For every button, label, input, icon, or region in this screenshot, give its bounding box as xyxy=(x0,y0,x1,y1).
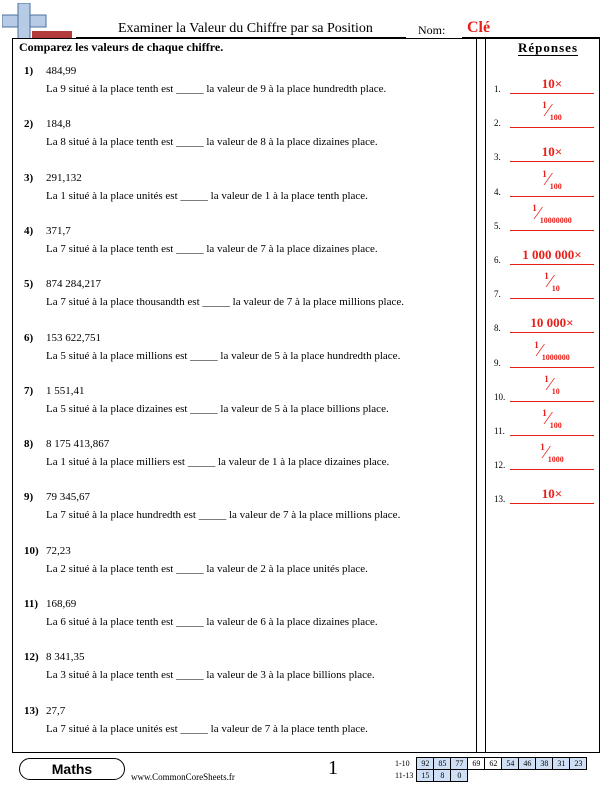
answer-number: 8. xyxy=(494,323,501,334)
question-value: 153 622,751 xyxy=(46,331,101,344)
subject-badge: Maths xyxy=(19,758,125,780)
score-cell: 85 xyxy=(434,758,451,770)
score-cell: 62 xyxy=(485,758,502,770)
question-sentence: La 2 situé à la place tenth est _____ la valeur de 2 à la place unités place. xyxy=(46,562,368,575)
question-value: 1 551,41 xyxy=(46,384,85,397)
fraction-slash: ⁄ xyxy=(546,100,550,121)
question-sentence: La 3 situé à la place tenth est _____ la valeur de 3 à la place billions place. xyxy=(46,669,375,682)
answer-item xyxy=(494,407,594,437)
answer-number: 12. xyxy=(494,460,506,471)
answer-text: 10× xyxy=(541,76,563,91)
question-sentence: La 7 situé à la place thousandth est _____ la valeur de 7 à la place millions place. xyxy=(46,296,404,309)
answer-number: 1. xyxy=(494,84,501,94)
fraction-denominator: 10000000 xyxy=(539,215,572,225)
score-cell: 23 xyxy=(570,758,587,770)
score-cell: 92 xyxy=(417,758,434,770)
fraction-numerator: 1 xyxy=(534,339,539,350)
question-number: 8) xyxy=(24,438,34,451)
fraction-denominator: 100 xyxy=(549,181,562,191)
fraction-denominator: 10 xyxy=(551,386,560,396)
answers-header: Réponses xyxy=(518,40,579,55)
answer-text: 10× xyxy=(541,144,563,160)
answer-item xyxy=(494,99,594,129)
fraction-denominator: 10 xyxy=(551,284,560,294)
fraction-numerator: 1 xyxy=(544,373,549,384)
question-value: 168,69 xyxy=(46,598,77,610)
fraction-slash: ⁄ xyxy=(546,168,550,189)
question-value: 27,7 xyxy=(46,704,66,717)
answer-item xyxy=(494,339,594,369)
answer-number: 11. xyxy=(494,426,505,436)
fraction-numerator: 1 xyxy=(540,442,545,453)
answer-line xyxy=(510,435,594,436)
score-cell: 8 xyxy=(434,770,451,782)
question-number: 10) xyxy=(24,544,39,557)
score-row xyxy=(393,758,587,770)
question-number: 3) xyxy=(24,171,34,184)
fraction-numerator: 1 xyxy=(532,202,537,213)
score-cell: 54 xyxy=(502,758,519,770)
question-sentence: La 8 situé à la place tenth est _____ la valeur de 8 à la place dizaines place. xyxy=(46,136,378,149)
answer-fraction xyxy=(510,339,594,366)
question-sentence: La 7 situé à la place unités est _____ la valeur de 7 à la place tenth place. xyxy=(46,722,368,735)
answer-number: 3. xyxy=(494,152,501,163)
question-value: 8 341,35 xyxy=(46,651,85,664)
answer-fraction xyxy=(510,373,594,400)
answer-line xyxy=(510,469,594,470)
instructions: Comparez les valeurs de chaque chiffre. xyxy=(19,40,224,54)
answer-line xyxy=(510,401,594,402)
answer-line xyxy=(510,196,594,197)
fraction-numerator: 1 xyxy=(542,168,547,179)
answer-item xyxy=(494,270,594,300)
answer-line xyxy=(510,93,594,94)
question-value: 371,7 xyxy=(46,224,71,237)
answer-item xyxy=(494,441,594,471)
score-cell: 77 xyxy=(451,758,468,770)
question-number: 1) xyxy=(24,65,34,77)
question-number: 2) xyxy=(24,118,34,131)
fraction-slash: ⁄ xyxy=(538,339,542,360)
question-number: 9) xyxy=(24,491,34,504)
score-row xyxy=(393,770,587,782)
question-sentence: La 9 situé à la place tenth est _____ la valeur de 9 à la place hundredth place. xyxy=(46,83,387,95)
question-number: 7) xyxy=(24,384,34,397)
fraction-numerator: 1 xyxy=(544,271,549,282)
question-value: 8 175 413,867 xyxy=(46,438,110,451)
answer-text: 1 000 000× xyxy=(522,247,582,262)
answer-fraction xyxy=(510,410,594,434)
fraction-slash: ⁄ xyxy=(548,271,552,292)
answer-number: 7. xyxy=(494,289,501,300)
question-sentence: La 5 situé à la place dizaines est _____ la valeur de 5 à la place billions place. xyxy=(46,402,389,415)
question-sentence: La 7 situé à la place hundredth est _____ la valeur de 7 à la place millions place. xyxy=(46,509,401,522)
question-value: 291,132 xyxy=(46,171,82,184)
score-cell: 0 xyxy=(451,770,468,782)
score-cell: 69 xyxy=(468,758,485,770)
answer-fraction xyxy=(510,444,594,468)
answer-number: 9. xyxy=(494,357,501,368)
answer-line xyxy=(510,332,594,333)
answer-line xyxy=(510,264,594,265)
score-cell: 38 xyxy=(536,758,553,770)
answer-number: 13. xyxy=(494,494,506,505)
fraction-slash: ⁄ xyxy=(546,408,550,428)
name-value: Clé xyxy=(467,19,491,36)
fraction-slash: ⁄ xyxy=(548,373,552,394)
fraction-denominator: 1000000 xyxy=(541,352,570,362)
question-value: 72,23 xyxy=(46,544,71,557)
question-number: 4) xyxy=(24,224,34,237)
question-number: 13) xyxy=(24,704,39,717)
fraction-slash: ⁄ xyxy=(536,202,540,223)
answer-item xyxy=(494,236,594,266)
fraction-denominator: 1000 xyxy=(547,455,564,465)
answer-item xyxy=(494,475,594,505)
answer-line xyxy=(510,230,594,231)
answer-line xyxy=(510,161,594,162)
answer-item xyxy=(494,304,594,334)
fraction-numerator: 1 xyxy=(542,100,547,111)
question-sentence: La 1 situé à la place milliers est _____ la valeur de 1 à la place dizaines place. xyxy=(46,456,390,469)
plus-logo-icon xyxy=(2,3,74,39)
score-cell: 31 xyxy=(553,758,570,770)
answer-number: 10. xyxy=(494,391,506,402)
answer-fraction xyxy=(510,273,594,297)
question-value: 79 345,67 xyxy=(46,491,90,504)
answer-item xyxy=(494,133,594,163)
answer-line xyxy=(510,127,594,128)
fraction-slash: ⁄ xyxy=(544,442,548,463)
question-number: 5) xyxy=(24,278,34,291)
score-cell: 15 xyxy=(417,770,434,782)
score-cell: 46 xyxy=(519,758,536,770)
answer-item xyxy=(494,168,594,198)
answer-item xyxy=(494,65,594,95)
answer-fraction xyxy=(510,202,594,229)
answer-fraction xyxy=(510,102,594,126)
question-sentence: La 5 situé à la place millions est _____ la valeur de 5 à la place hundredth place. xyxy=(46,349,401,362)
name-label: Nom: xyxy=(418,23,446,37)
answer-text: 10× xyxy=(541,486,563,502)
question-number: 11) xyxy=(24,598,39,610)
question-value: 874 284,217 xyxy=(46,278,101,291)
column-divider xyxy=(476,38,486,753)
question-value: 484,99 xyxy=(46,65,77,77)
answer-line xyxy=(510,298,594,299)
answer-number: 4. xyxy=(494,186,501,197)
question-sentence: La 6 situé à la place tenth est _____ la valeur de 6 à la place dizaines place. xyxy=(46,616,378,628)
fraction-denominator: 100 xyxy=(549,421,562,430)
answer-item xyxy=(494,373,594,403)
question-value: 184,8 xyxy=(46,118,71,131)
page-title: Examiner la Valeur du Chiffre par sa Position xyxy=(118,21,373,36)
answer-text: 10 000× xyxy=(530,315,574,331)
answer-item xyxy=(494,202,594,232)
score-range-label: 1-10 xyxy=(395,759,410,768)
answer-fraction xyxy=(510,168,594,195)
page-number: 1 xyxy=(328,757,338,779)
question-sentence: La 7 situé à la place tenth est _____ la valeur de 7 à la place dizaines place. xyxy=(46,242,378,255)
score-range-label: 11-13 xyxy=(395,771,414,780)
fraction-numerator: 1 xyxy=(542,408,547,418)
answer-number: 6. xyxy=(494,255,501,265)
question-number: 12) xyxy=(24,651,39,664)
website-text: www.CommonCoreSheets.fr xyxy=(131,772,235,782)
answer-number: 5. xyxy=(494,220,501,231)
question-number: 6) xyxy=(24,331,34,344)
question-sentence: La 1 situé à la place unités est _____ la valeur de 1 à la place tenth place. xyxy=(46,189,368,202)
fraction-denominator: 100 xyxy=(549,113,562,123)
answer-line xyxy=(510,503,594,504)
score-table xyxy=(393,757,587,782)
answer-number: 2. xyxy=(494,118,501,129)
answer-line xyxy=(510,367,594,368)
